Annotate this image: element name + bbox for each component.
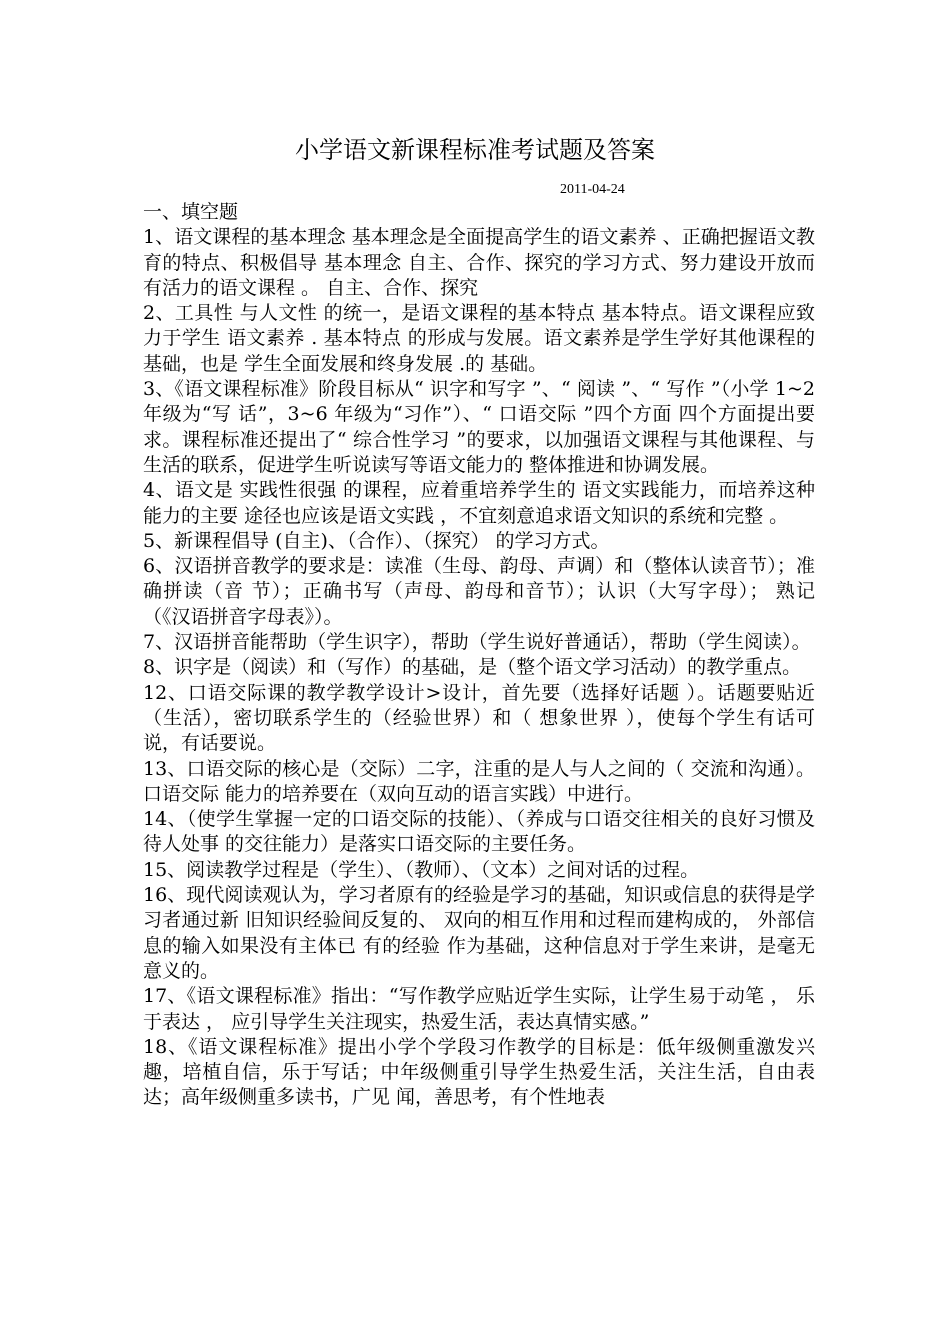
- paragraph-14: 14、（使学生掌握一定的口语交际的技能）、（养成与口语交往相关的良好习惯及待人处事 的交往能力）是落实口语交际的主要任务。: [143, 808, 815, 856]
- paragraph-8: 8、识字是（阅读）和（写作）的基础，是（整个语文学习活动）的教学重点。: [143, 656, 802, 679]
- document-body: [143, 200, 815, 1111]
- paragraph-2: 2、工具性 与人文性 的统一，是语文课程的基本特点 基本特点。语文课程应致力于学生 语文素养 . 基本特点 的形成与发展。语文素养是学生学好其他课程的基础，也是 学生全面发展和终身发展 .的 基础。: [143, 302, 815, 375]
- document-date: 2011-04-24: [560, 182, 625, 197]
- paragraph-1: 1、语文课程的基本理念 基本理念是全面提高学生的语文素养 、正确把握语文教育的特点、积极倡导 基本理念 自主、合作、探究的学习方式、努力建设开放而有活力的语文课程 。 自主、合作、探究: [143, 226, 815, 299]
- paragraph-5: 5、新课程倡导 (自主)、（合作）、（探究） 的学习方式。: [143, 529, 610, 552]
- paragraph-16: 16、现代阅读观认为，学习者原有的经验是学习的基础，知识或信息的获得是学习者通过新 旧知识经验间反复的、 双向的相互作用和过程而建构成的， 外部信息的输入如果没有主体已 有的经验 作为基础，这种信息对于学生来讲，是毫无意义的。: [143, 884, 815, 982]
- paragraph-7: 7、汉语拼音能帮助（学生识字），帮助（学生说好普通话），帮助（学生阅读）。: [143, 631, 811, 654]
- section-heading: 一、填空题: [143, 201, 239, 223]
- paragraph-3: 3、《语文课程标准》阶段目标从“ 识字和写字 ”、“ 阅读 ”、“ 写作 ”（小学 1~2 年级为“写 话”，3~6 年级为“习作”）、“ 口语交际 ”四个方面 四个方面提出要求。课程标准还提出了“ 综合性学习 ”的要求，以加强语文课程与其他课程、与生活的联系，促进学生听说读写等语文能力的 整体推进和协调发展。: [143, 378, 815, 476]
- paragraph-12: 12、口语交际课的教学教学设计>设计，首先要（选择好话题 ）。话题要贴近（生活），密切联系学生的（经验世界）和（ 想象世界 ），使每个学生有话可说，有话要说。: [143, 681, 815, 755]
- document-title: 小学语文新课程标准考试题及答案: [295, 136, 655, 164]
- paragraph-4: 4、语文是 实践性很强 的课程，应着重培养学生的 语文实践能力，而培养这种能力的主要 途径也应该是语文实践 ，不宜刻意追求语文知识的系统和完整 。: [143, 479, 815, 527]
- paragraph-17: 17、《语文课程标准》指出：“写作教学应贴近学生实际，让学生易于动笔 ， 乐于表达 ， 应引导学生关注现实，热爱生活，表达真情实感。”: [143, 985, 815, 1033]
- paragraph-15: 15、阅读教学过程是（学生）、（教师）、（文本）之间对话的过程。: [143, 858, 700, 881]
- paragraph-18: 18、《语文课程标准》提出小学个学段习作教学的目标是：低年级侧重激发兴趣，培植自信，乐于写话；中年级侧重引导学生热爱生活，关注生活，自由表达；高年级侧重多读书，广见 闻，善思考，有个性地表: [143, 1035, 815, 1109]
- paragraph-6: 6、汉语拼音教学的要求是：读准（生母、韵母、声调）和（整体认读音节）；准确拼读（音 节）；正确书写（声母、韵母和音节）；认识（大写字母）； 熟记（《汉语拼音字母表》）。: [143, 555, 815, 628]
- paragraph-13: 13、口语交际的核心是（交际）二字，注重的是人与人之间的（ 交流和沟通）。口语交际 能力的培养要在（双向互动的语言实践）中进行。: [143, 757, 815, 805]
